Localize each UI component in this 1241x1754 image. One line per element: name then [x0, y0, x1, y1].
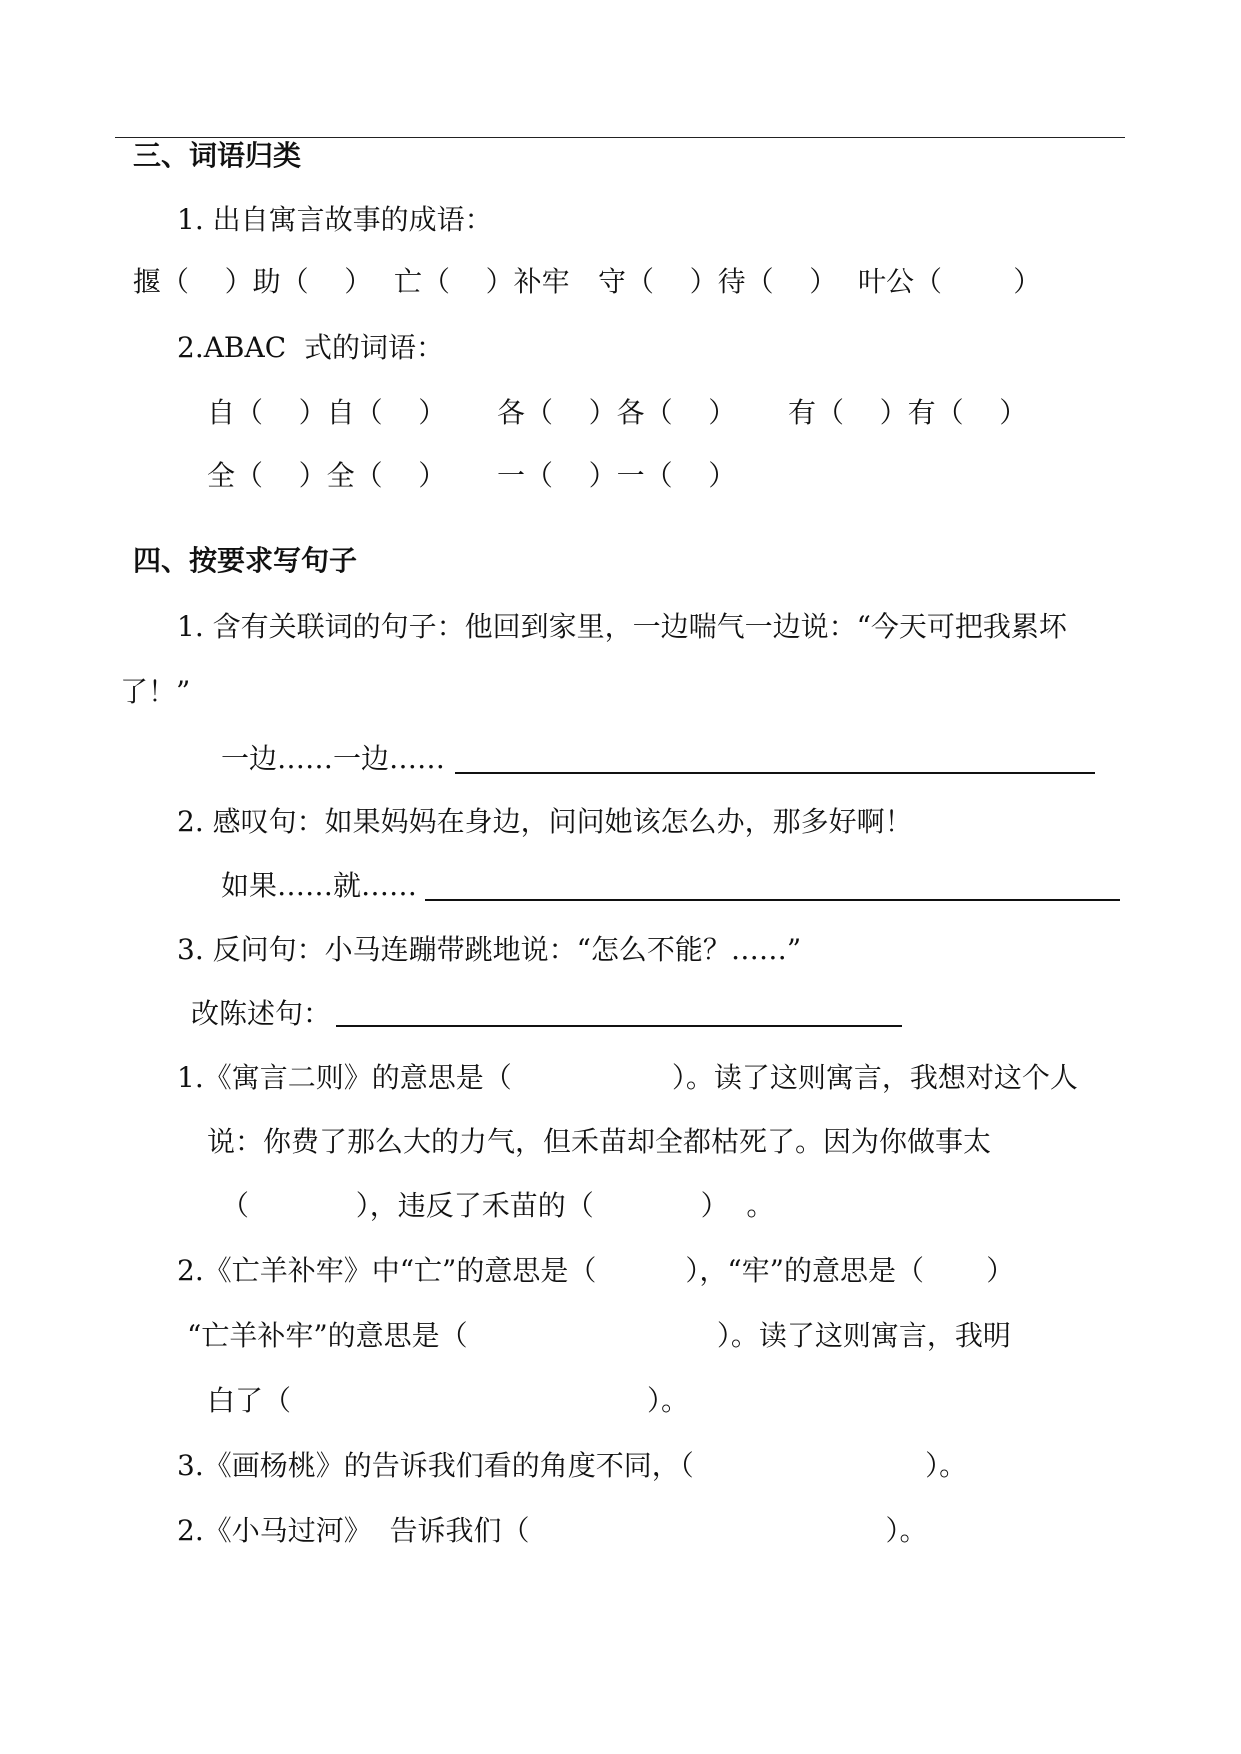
s3-q2-row1-item-2: 各（ ）各（ ）	[497, 396, 737, 429]
fable-2-line-3: 白了（ ）。	[207, 1384, 690, 1417]
section-4-heading: 四、按要求写句子	[133, 544, 358, 577]
s3-q2-title: 2.ABAC 式的词语：	[177, 331, 444, 364]
s4-q2-prompt: 如果……就……	[221, 869, 418, 902]
s4-q1-answer-line[interactable]	[455, 772, 1095, 774]
s4-q2-line: 2. 感叹句：如果妈妈在身边，问问她该怎么办，那多好啊！	[177, 805, 913, 838]
s3-q2-row2-item-2: 一（ ）一（ ）	[497, 459, 737, 492]
s3-q2-row1-item-1: 自（ ）自（ ）	[207, 396, 447, 429]
s3-q1-title: 1. 出自寓言故事的成语：	[177, 203, 493, 236]
fable-1-line-2: 说：你费了那么大的力气，但禾苗却全都枯死了。因为你做事太	[207, 1125, 992, 1158]
s3-q1-item-3: 守（ ）待（ ）	[598, 265, 838, 298]
s4-q3-line: 3. 反问句：小马连蹦带跳地说：“怎么不能？……”	[177, 933, 802, 966]
s3-q1-item-4: 叶公（ ）	[858, 265, 1042, 298]
s3-q1-item-2: 亡（ ）补牢	[394, 265, 570, 298]
section-3-heading: 三、词语归类	[133, 139, 302, 172]
s4-q3-prompt: 改陈述句：	[191, 997, 332, 1030]
s4-q1-line-2: 了！”	[120, 675, 191, 708]
s4-q1-prompt: 一边……一边……	[221, 742, 446, 775]
fable-2-line-1: 2.《亡羊补牢》中“亡”的意思是（ ），“牢”的意思是（ ）	[177, 1254, 1015, 1287]
s4-q3-answer-line[interactable]	[336, 1025, 902, 1027]
fable-2-line-2: “亡羊补牢”的意思是（ ）。读了这则寓言，我明	[187, 1319, 1011, 1352]
fable-1-line-1: 1.《寓言二则》的意思是（ ）。读了这则寓言，我想对这个人	[177, 1061, 1078, 1094]
s3-q2-row1-item-3: 有（ ）有（ ）	[788, 396, 1028, 429]
fable-4-line: 2.《小马过河》 告诉我们（ ）。	[177, 1514, 928, 1547]
fable-3-line: 3.《画杨桃》的告诉我们看的角度不同，（ ）。	[177, 1449, 968, 1482]
s4-q2-answer-line[interactable]	[425, 899, 1120, 901]
s4-q1-line-1: 1. 含有关联词的句子：他回到家里，一边喘气一边说：“今天可把我累坏	[177, 610, 1067, 643]
s3-q1-item-1: 揠（ ）助（ ）	[133, 265, 373, 298]
s3-q2-row2-item-1: 全（ ）全（ ）	[207, 459, 447, 492]
fable-1-line-3: （ ），违反了禾苗的（ ） 。	[221, 1189, 775, 1222]
